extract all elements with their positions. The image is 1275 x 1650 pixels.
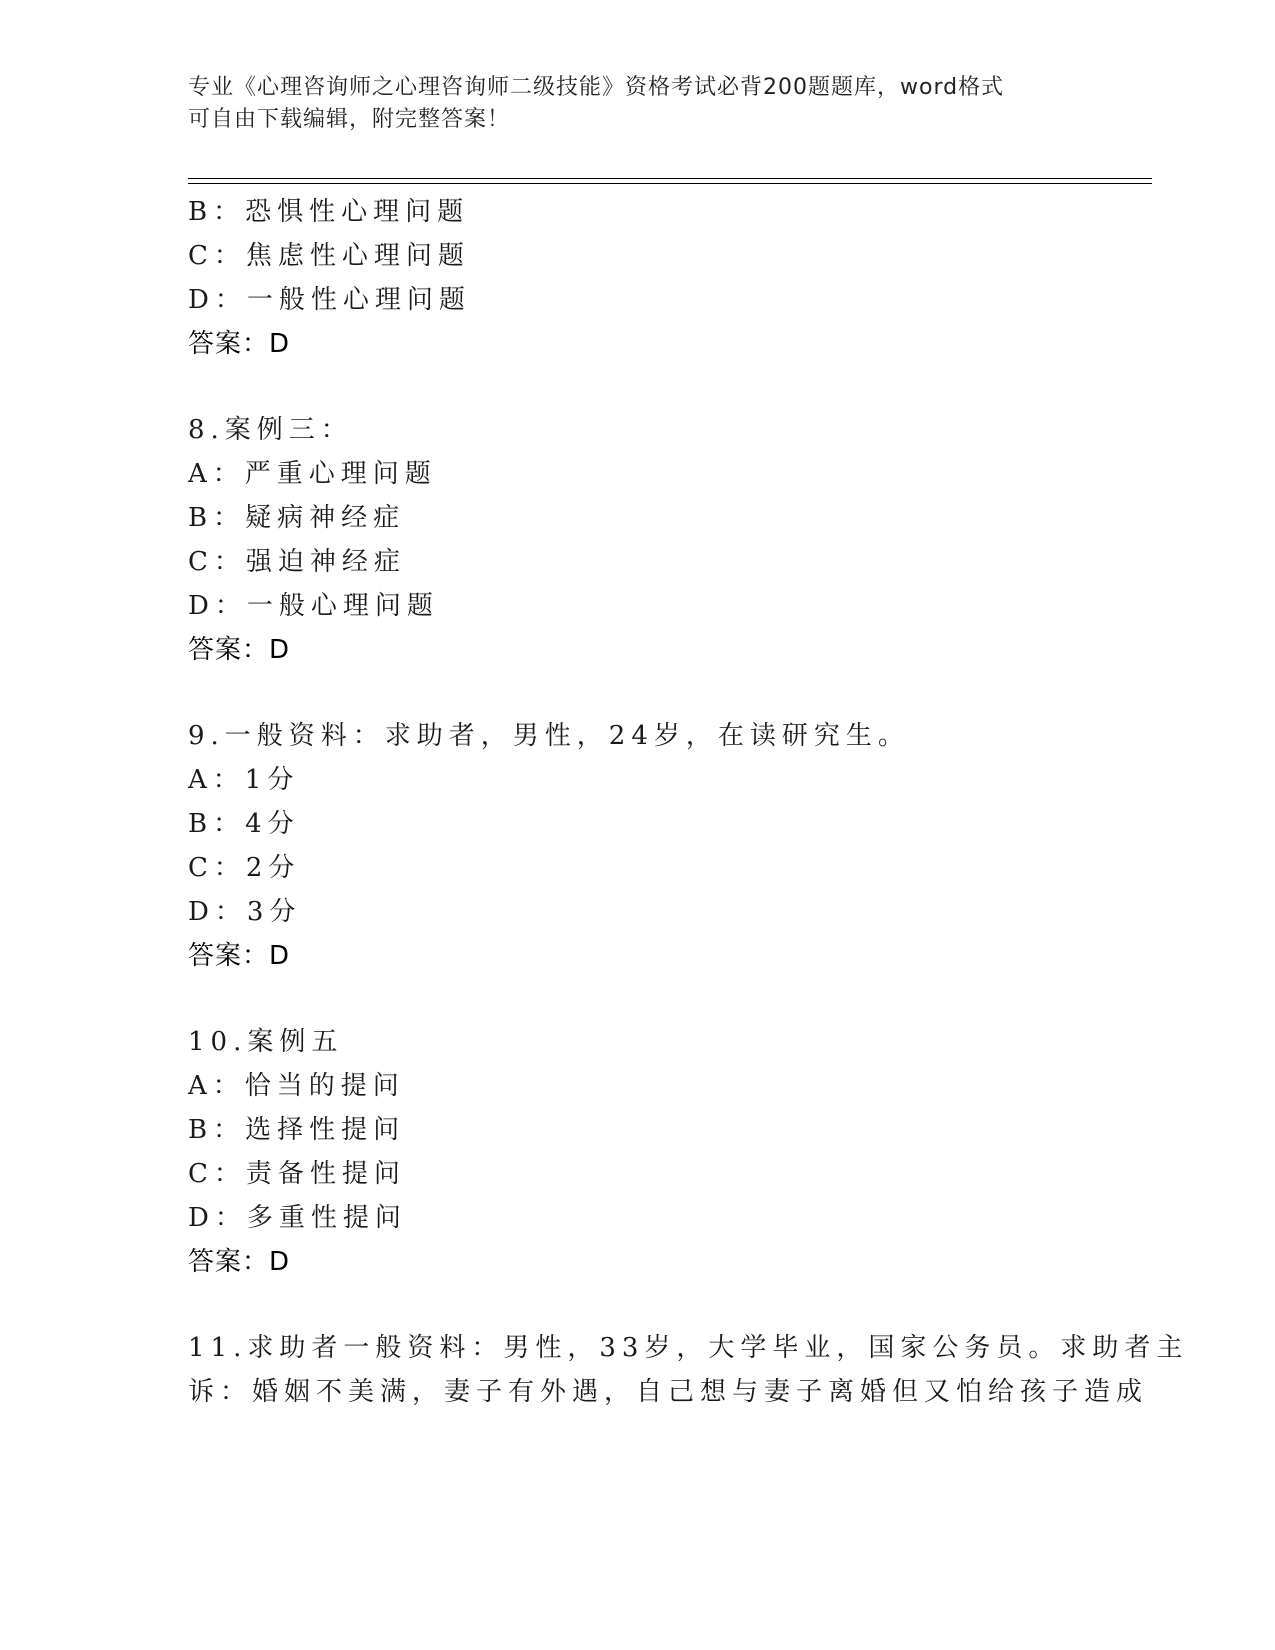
option-b: B：疑病神经症 — [188, 503, 406, 533]
question-11: 11.求助者一般资料：男性，33岁，大学毕业，国家公务员。求助者主 — [188, 1333, 1189, 1363]
option-b: B：选择性提问 — [188, 1115, 406, 1145]
header-line-1: 专业《心理咨询师之心理咨询师二级技能》资格考试必背200题题库，word格式 — [188, 75, 1005, 100]
option-b: B：恐惧性心理问题 — [188, 197, 470, 227]
answer: 答案：D — [188, 1247, 291, 1277]
option-c: C：焦虑性心理问题 — [188, 241, 470, 271]
header-divider-top — [188, 178, 1152, 179]
option-a: A：1分 — [188, 765, 300, 795]
question-9: 9.一般资料：求助者，男性，24岁，在读研究生。 — [188, 721, 910, 751]
answer: 答案：D — [188, 329, 291, 359]
option-a: A：严重心理问题 — [188, 459, 437, 489]
document-header — [188, 72, 1088, 136]
option-d: D：3分 — [188, 897, 302, 927]
option-a: A：恰当的提问 — [188, 1071, 405, 1101]
option-c: C：强迫神经症 — [188, 547, 406, 577]
question-10: 10.案例五 — [188, 1027, 344, 1057]
option-d: D：一般性心理问题 — [188, 285, 471, 315]
option-c: C：2分 — [188, 853, 301, 883]
option-c: C：责备性提问 — [188, 1159, 406, 1189]
answer: 答案：D — [188, 941, 291, 971]
question-11-continued: 诉：婚姻不美满，妻子有外遇，自己想与妻子离婚但又怕给孩子造成 — [188, 1377, 1149, 1407]
header-divider-bottom — [188, 183, 1152, 184]
answer: 答案：D — [188, 635, 291, 665]
option-b: B：4分 — [188, 809, 300, 839]
option-d: D：一般心理问题 — [188, 591, 439, 621]
option-d: D：多重性提问 — [188, 1203, 407, 1233]
header-line-2: 可自由下载编辑，附完整答案！ — [188, 107, 511, 132]
question-8: 8.案例三： — [188, 415, 353, 445]
